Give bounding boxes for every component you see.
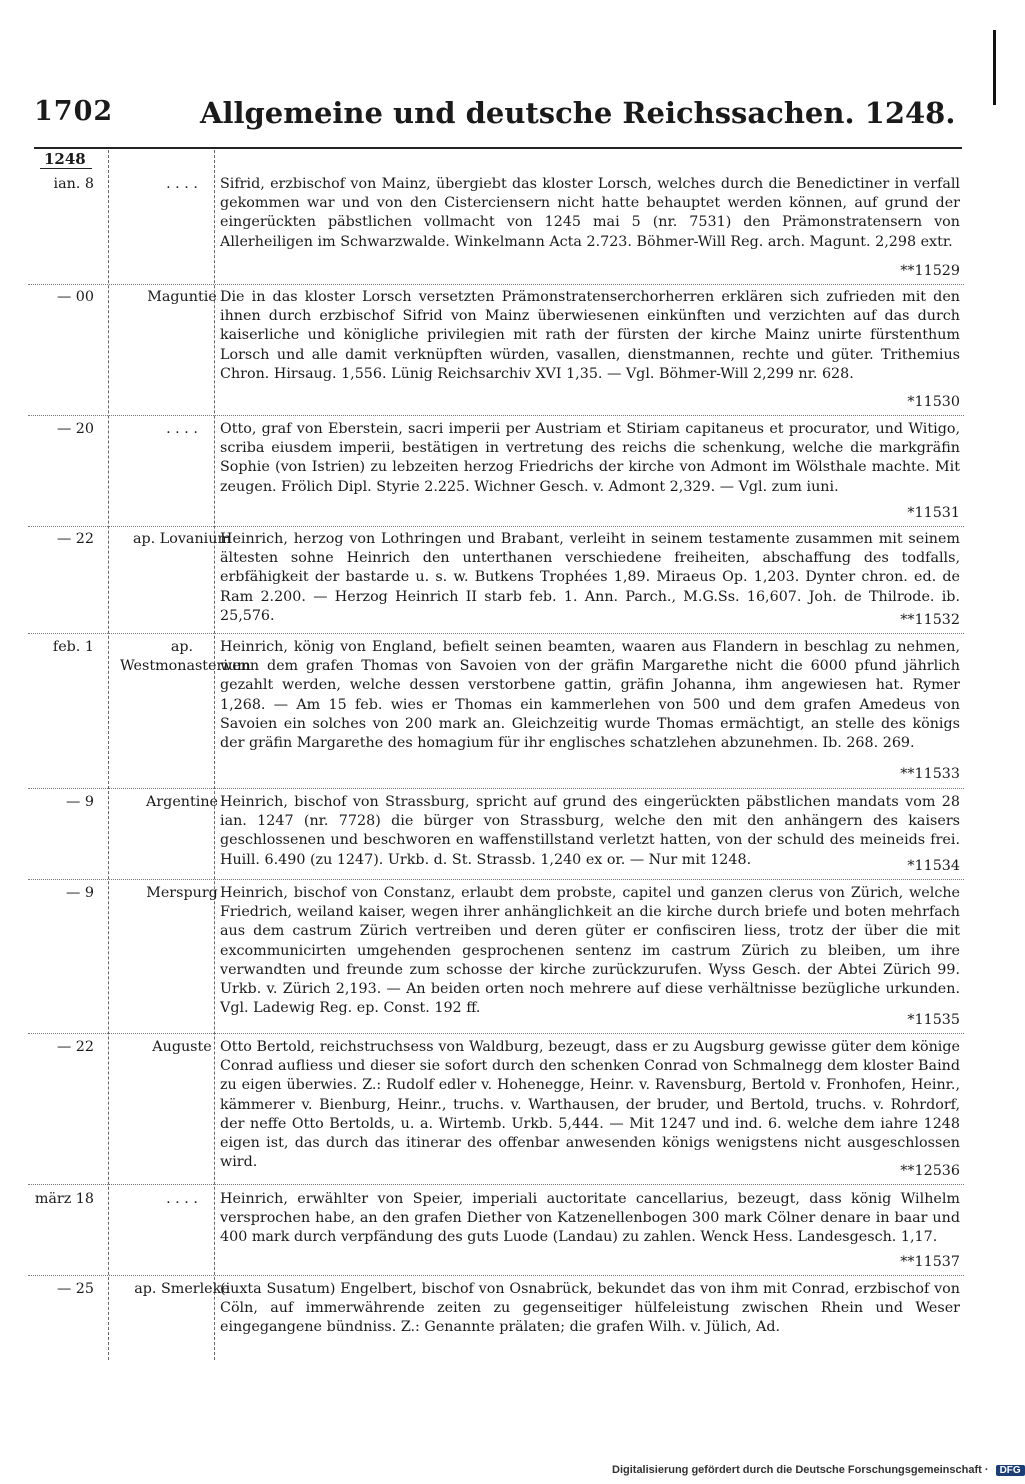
regest-entry (28, 1280, 968, 1344)
entry-text: Heinrich, bischof von Strassburg, spricht auf grund des eingerückten päbstlichen mandats vom 28 ian. 1247 (nr. 7728) die bürger von Strassburg, welche den mit den anhängern des kaisers geschlossenen und beschworen en waffenstillstand verletzt hatten, von der schuld des meineids frei. Huill. 6.490 (zu 1247). Urkb. d. St. Strassb. 1,240 ex or. — Nur mit 1248. (220, 794, 960, 868)
credit-text: Digitalisierung gefördert durch die Deutsche Forschungsgemeinschaft · (612, 1464, 989, 1476)
regest-entry (28, 1190, 968, 1272)
entry-separator (28, 415, 964, 416)
entry-date: märz 18 (34, 1191, 94, 1207)
entry-place: Merspurg (146, 885, 218, 901)
entry-date: — 9 (66, 885, 94, 901)
digitization-credit (612, 1464, 1025, 1476)
regest-entry (28, 1038, 968, 1181)
entry-number: **12536 (900, 1162, 960, 1179)
regest-entry (28, 793, 968, 876)
entry-number: *11535 (907, 1011, 960, 1028)
entry-separator (28, 1184, 964, 1185)
entry-place: Auguste (152, 1039, 212, 1055)
entry-text: Heinrich, könig von England, befielt seinen beamten, waaren aus Flandern in beschlag zu nehmen, wenn dem grafen Thomas von Savoien von der gräfin Margarethe nicht die 6000 pfund jährlich gezahlt werden, welche dessen verstorbene gattin, gräfin Johanna, ihm angewiesen hat. Rymer 1,268. — Am 15 feb. wies er Thomas ein kammerlehen von 500 und dem grafen Amedeus von Savoien ein solches von 200 mark an. Gleichzeitig wurde Thomas ermächtigt, an stelle des königs der gräfin Margarethe des homagium für ihr englisches schatzlehen abzunehmen. Ib. 268. 269. (220, 639, 960, 752)
entry-place: ap. Smerleke (134, 1281, 230, 1297)
entry-separator (28, 1275, 964, 1276)
entry-text: Sifrid, erzbischof von Mainz, übergiebt das kloster Lorsch, welches durch die Benedictiner in verfall gekommen war und von den Cisterciensern nicht hatte behauptet werden können, auf grund der eingerückten päbstlichen vollmacht von 1245 mai 5 (nr. 7531) den Prämonstratensern von Allerheiligen im Schwarzwalde. Winkelmann Acta 2.723. Böhmer-Will Reg. arch. Magunt. 2,298 extr. (220, 176, 960, 250)
entry-date: — 22 (56, 1039, 94, 1055)
entry-text: (iuxta Susatum) Engelbert, bischof von Osnabrück, bekundet das von ihm mit Conrad, erzbischof von Cöln, auf immerwährende zeiten zu gegenseitiger hülfeleistung zwischen Rhein und Weser eingegangene bündniss. Z.: Genannte prälaten; die grafen Wilh. v. Jülich, Ad. (220, 1281, 960, 1336)
entry-separator (28, 788, 964, 789)
entry-text: Heinrich, erwählter von Speier, imperiali auctoritate cancellarius, bezeugt, dass könig Wilhelm versprochen habe, an den grafen Diether von Katzenellenbogen 300 mark Cölner denare in baar und 400 mark durch verpfändung des guts Luode (Landau) zu zahlen. Wenck Hess. Landesgesch. 1,17. (220, 1191, 960, 1246)
entry-text: Heinrich, bischof von Constanz, erlaubt dem probste, capitel und ganzen clerus von Zürich, welche Friedrich, weiland kaiser, wegen ihrer anhänglichkeit an die kirche durch briefe und boten mehrfach aus dem castrum Zürich vertreiben und deren güter er confisciren liess, trotz der über die mit excommunicirten umgehenden gesprochenen sentenz im castrum Zürich zu bleiben, um ihre verwandten und freunde zum schosse der kirche zurückzurufen. Wyss Gesch. der Abtei Zürich 99. Urkb. v. Zürich 2,193. — An beiden orten noch mehrere auf diese verhältnisse bezügliche urkunden. Vgl. Ladewig Reg. ep. Const. 192 ff. (220, 885, 960, 1017)
entry-date: feb. 1 (52, 639, 94, 655)
margin-rule (993, 30, 996, 105)
entry-separator (28, 1033, 964, 1034)
entry-number: **11529 (900, 262, 960, 279)
entry-place: ap. Westmonasterium (120, 639, 251, 675)
entry-place: ap. Lovanium (132, 531, 231, 547)
entry-text: Die in das kloster Lorsch versetzten Prämonstratenserchorherren erklären sich zufrieden mit den ihnen durch erzbischof Sifrid von Mainz überwiesenen einkünften und verzichten auf das durch kaiserliche und königliche privilegien mit rath der fürsten der kirche Mainz unirte fürstenthum Lorsch und alle damit verknüpften würden, vasallen, dienstmannen, rechte und güter. Trithemius Chron. Hirsaug. 1,556. Lünig Reichsarchiv XVI 1,35. — Vgl. Böhmer-Will 2,299 nr. 628. (220, 289, 960, 382)
entry-place: . . . . (166, 176, 198, 192)
page-title: Allgemeine und deutsche Reichssachen. 1248. (200, 96, 956, 130)
entry-place: Argentine (146, 794, 218, 810)
entry-date: — 20 (56, 421, 94, 437)
entry-text: Otto Bertold, reichstruchsess von Waldburg, bezeugt, dass er zu Augsburg gewisse güter dem könige Conrad aufliess und dieser sie sofort durch den schenken Conrad von Schmalnegg dem kloster Baind zu eigen überwies. Z.: Rudolf edler v. Hohenegge, Heinr. v. Ravensburg, Bertold v. Fronhofen, Heinr., kämmerer v. Bienburg, Heinr., truchs. v. Warthausen, der bruder, und Bertold, truchs. v. Rohrdorf, der neffe Otto Bertolds, u. a. Wirtemb. Urkb. 5,444. — Mit 1247 und ind. 6. welche dem iahre 1248 eigen ist, das durch das itinerar des offenbar anwesenden königs wenigstens nicht ausgeschlossen wird. (220, 1039, 960, 1171)
entry-number: **11533 (900, 765, 960, 782)
year-label: 1248 (40, 150, 92, 169)
entry-place: . . . . (166, 1191, 198, 1207)
entry-date: — 25 (56, 1281, 94, 1297)
entry-separator (28, 526, 964, 527)
entry-number: *11534 (907, 857, 960, 874)
regest-entry (28, 638, 968, 784)
entry-number: *11530 (907, 393, 960, 410)
regest-entry (28, 175, 968, 281)
entry-separator (28, 879, 964, 880)
entry-separator (28, 284, 964, 285)
regest-entry (28, 420, 968, 523)
page-number: 1702 (34, 96, 114, 127)
entry-text: Heinrich, herzog von Lothringen und Brabant, verleiht in seinem testamente zusammen mit seinem ältesten sohne Heinrich den unterthanen verschiedene freiheiten, abschaffung des todfalls, erbfähigkeit der bastarde u. s. w. Butkens Trophées 1,89. Miraeus Op. 1,203. Dynter chron. ed. de Ram 2.200. — Herzog Heinrich II starb feb. 1. Ann. Parch., M.G.Ss. 16,607. Joh. de Thilrode. ib. 25,576. (220, 531, 960, 624)
entry-date: ian. 8 (53, 176, 94, 192)
entry-separator (28, 633, 964, 634)
entry-place: . . . . (166, 421, 198, 437)
entry-date: — 00 (56, 289, 94, 305)
regest-entry (28, 530, 968, 630)
entry-date: — 22 (56, 531, 94, 547)
regest-entry (28, 884, 968, 1030)
entry-text: Otto, graf von Eberstein, sacri imperii per Austriam et Stiriam capitaneus et procurator, und Witigo, scriba eiusdem imperii, bestätigen in vertretung des reichs die schenkung, welche die markgräfin Sophie (von Istrien) zu lebzeiten herzog Friedrichs der kirche von Admont im Wölsthale machte. Mit zeugen. Frölich Dipl. Styrie 2.225. Wichner Gesch. v. Admont 2,329. — Vgl. zum iuni. (220, 421, 960, 495)
page-header (34, 96, 964, 138)
entry-number: *11531 (907, 504, 960, 521)
entry-number: **11532 (900, 611, 960, 628)
header-divider (34, 147, 962, 149)
entry-date: — 9 (66, 794, 94, 810)
regest-entry (28, 288, 968, 412)
entry-number: **11537 (900, 1253, 960, 1270)
dfg-logo: DFG (996, 1465, 1025, 1476)
entry-place: Maguntie (147, 289, 217, 305)
